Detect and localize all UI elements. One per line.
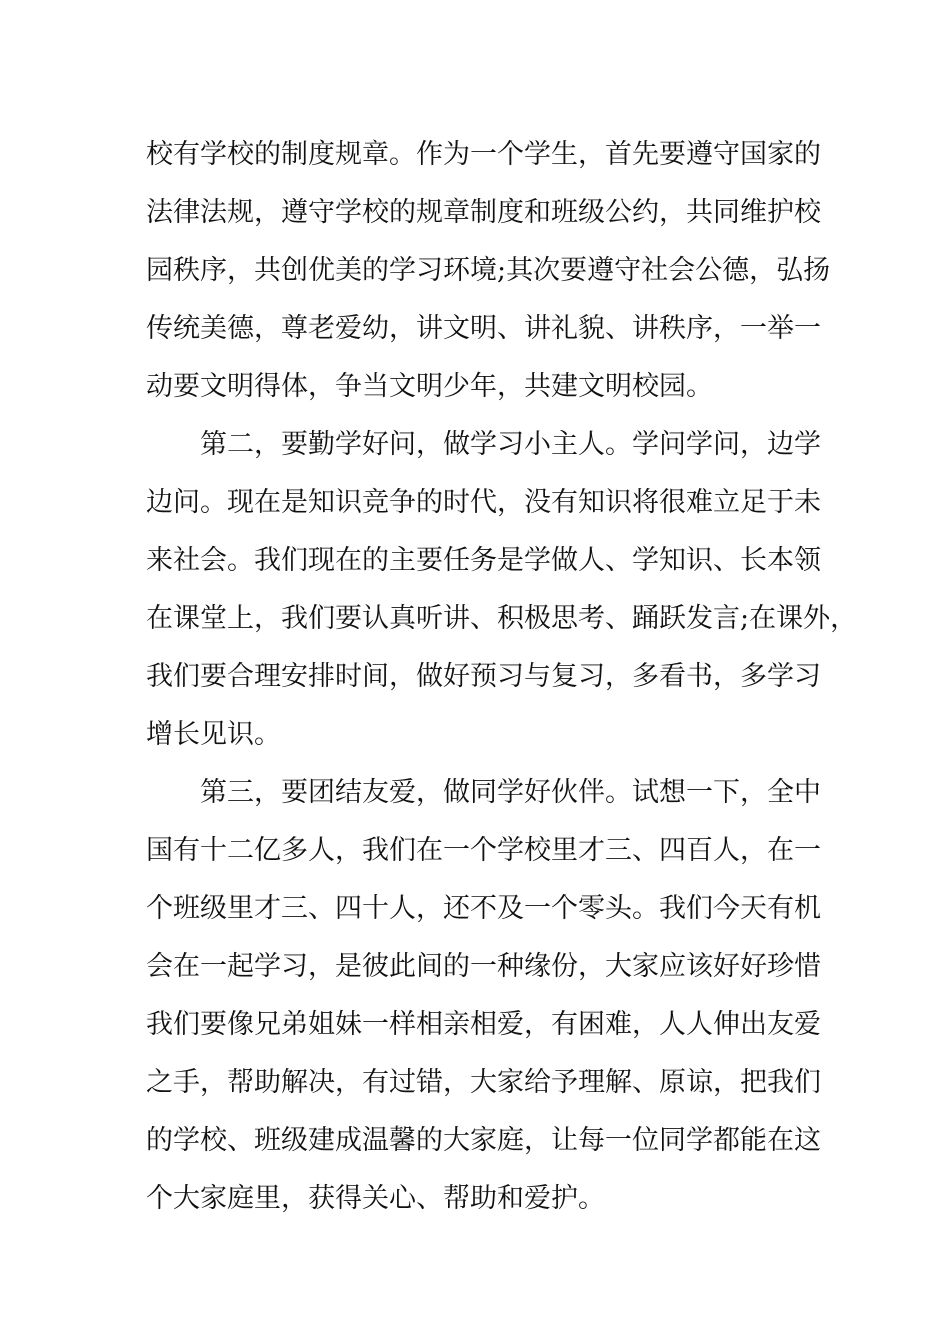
text-line: 来社会。我们现在的主要任务是学做人、学知识、长本领 bbox=[146, 545, 821, 576]
text-line: 我们要像兄弟姐妹一样相亲相爱，有困难，人人伸出友爱 bbox=[146, 1009, 821, 1040]
text-line: 个大家庭里，获得关心、帮助和爱护。 bbox=[146, 1183, 605, 1214]
text-line: 会在一起学习，是彼此间的一种缘份，大家应该好好珍惜 bbox=[146, 951, 821, 982]
text-line: 法律法规，遵守学校的规章制度和班级公约，共同维护校 bbox=[146, 197, 821, 228]
text-line: 第二，要勤学好问，做学习小主人。学问学问，边学 bbox=[200, 429, 821, 460]
text-line: 边问。现在是知识竞争的时代，没有知识将很难立足于未 bbox=[146, 487, 821, 518]
text-line: 园秩序，共创优美的学习环境;其次要遵守社会公德，弘扬 bbox=[146, 255, 831, 286]
text-line: 我们要合理安排时间，做好预习与复习，多看书，多学习 bbox=[146, 661, 821, 692]
text-line: 动要文明得体，争当文明少年，共建文明校园。 bbox=[146, 371, 713, 402]
paragraph-study-hard bbox=[146, 416, 858, 764]
paragraph-school-rules bbox=[146, 126, 846, 416]
text-line: 个班级里才三、四十人，还不及一个零头。我们今天有机 bbox=[146, 893, 821, 924]
text-line: 第三，要团结友爱，做同学好伙伴。试想一下，全中 bbox=[200, 777, 821, 808]
text-line: 国有十二亿多人，我们在一个学校里才三、四百人，在一 bbox=[146, 835, 821, 866]
paragraph-unity-friendship bbox=[146, 764, 846, 1228]
text-line: 传统美德，尊老爱幼，讲文明、讲礼貌、讲秩序，一举一 bbox=[146, 313, 821, 344]
text-line: 在课堂上，我们要认真听讲、积极思考、踊跃发言;在课外， bbox=[146, 603, 858, 634]
text-line: 的学校、班级建成温馨的大家庭，让每一位同学都能在这 bbox=[146, 1125, 821, 1156]
text-line: 之手，帮助解决，有过错，大家给予理解、原谅，把我们 bbox=[146, 1067, 821, 1098]
document-body bbox=[146, 126, 858, 1228]
text-line: 校有学校的制度规章。作为一个学生，首先要遵守国家的 bbox=[146, 139, 821, 170]
text-line: 增长见识。 bbox=[146, 719, 281, 750]
